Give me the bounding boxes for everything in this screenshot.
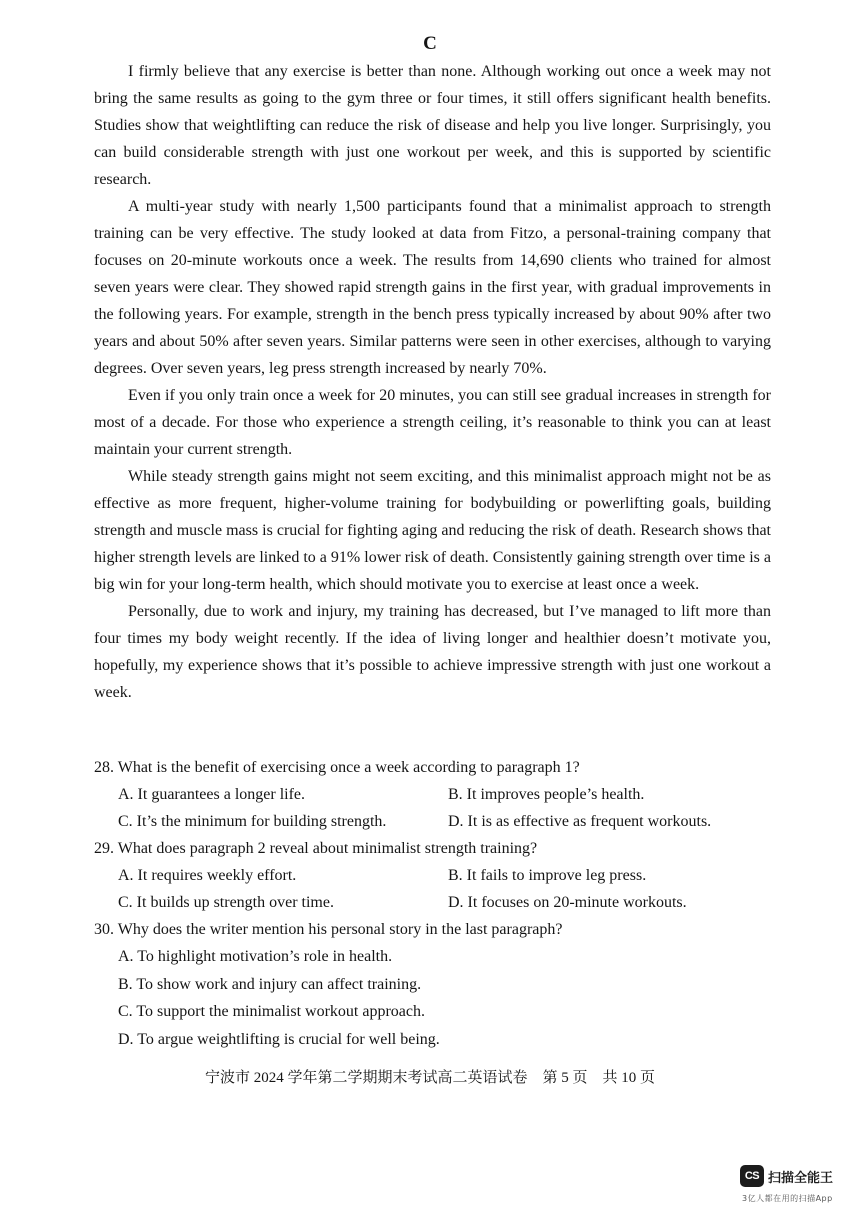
- scanner-app-name: 扫描全能王: [768, 1170, 834, 1186]
- option-d: D. It focuses on 20-minute workouts.: [448, 894, 687, 911]
- section-letter: C: [423, 33, 437, 54]
- passage: [94, 58, 771, 706]
- paragraph-4: While steady strength gains might not seem exciting, and this minimalist approach might not be as effective as more frequent, higher-volume training for bodybuilding or powerlifting goals, building strength and muscle mass is crucial for fighting aging and reducing the risk of death. Research shows that higher strength levels are linked to a 91% lower risk of death. Consistently gaining strength over time is a big win for your long-term health, which should motivate you to exercise at least once a week.: [94, 468, 771, 593]
- question-number: 30.: [94, 921, 114, 938]
- paragraph-5: Personally, due to work and injury, my training has decreased, but I’ve managed to lift more than four times my body weight recently. If the idea of living longer and healthier doesn’t motivate you, hopefully, my experience shows that it’s possible to achieve impressive strength with just one workout a week.: [94, 603, 771, 701]
- question-29: [94, 835, 784, 916]
- option-d: D. To argue weightlifting is crucial for well being.: [118, 1030, 440, 1048]
- paragraph-3: Even if you only train once a week for 20 minutes, you can still see gradual increases in strength for most of a decade. For those who experience a strength ceiling, it’s reasonable to think you can at least maintain your current strength.: [94, 387, 771, 458]
- option-c: C. It builds up strength over time.: [118, 894, 334, 911]
- option-c: C. To support the minimalist workout approach.: [118, 1003, 425, 1020]
- option-b: B. It fails to improve leg press.: [448, 867, 647, 884]
- option-c: C. It’s the minimum for building strength.: [118, 813, 387, 830]
- question-number: 28.: [94, 759, 114, 776]
- scanner-app-tagline: 3亿人都在用的扫描App: [742, 1194, 833, 1203]
- camscanner-logo-icon: CS: [740, 1165, 764, 1187]
- option-b: B. To show work and injury can affect training.: [118, 975, 422, 993]
- page-footer: 宁波市 2024 学年第二学期期末考试高二英语试卷 第 5 页 共 10 页: [204, 1070, 655, 1086]
- question-30: [94, 916, 784, 1053]
- option-a: A. To highlight motivation’s role in health.: [118, 948, 393, 965]
- paragraph-2: A multi-year study with nearly 1,500 participants found that a minimalist approach to strength training can be very effective. The study looked at data from Fitzo, a personal-training company that focuses on 20-minute workouts once a week. The results from 14,690 clients who trained for almost seven years were clear. They showed rapid strength gains in the first year, with gradual improvements in the following years. For example, strength in the bench press typically increased by about 90% after two years and about 50% after seven years. Similar patterns were seen in other exercises, although to varying degrees. Over seven years, leg press strength increased by nearly 70%.: [94, 198, 771, 377]
- question-text: What does paragraph 2 reveal about minimalist strength training?: [117, 840, 538, 857]
- scanner-watermark: [740, 1165, 833, 1187]
- option-d: D. It is as effective as frequent workouts.: [448, 813, 712, 830]
- question-list: [94, 754, 784, 1053]
- question-28: [94, 754, 784, 835]
- question-text: Why does the writer mention his personal story in the last paragraph?: [117, 921, 563, 938]
- option-b: B. It improves people’s health.: [448, 786, 645, 803]
- question-number: 29.: [94, 840, 114, 857]
- question-text: What is the benefit of exercising once a week according to paragraph 1?: [117, 759, 580, 776]
- option-a: A. It guarantees a longer life.: [118, 786, 306, 803]
- option-a: A. It requires weekly effort.: [118, 867, 297, 884]
- paragraph-1: I firmly believe that any exercise is better than none. Although working out once a week may not bring the same results as going to the gym three or four times, it still offers significant health benefits. Studies show that weightlifting can reduce the risk of disease and help you live longer. Surprisingly, you can build considerable strength with just one workout per week, and this is supported by scientific research.: [94, 63, 771, 188]
